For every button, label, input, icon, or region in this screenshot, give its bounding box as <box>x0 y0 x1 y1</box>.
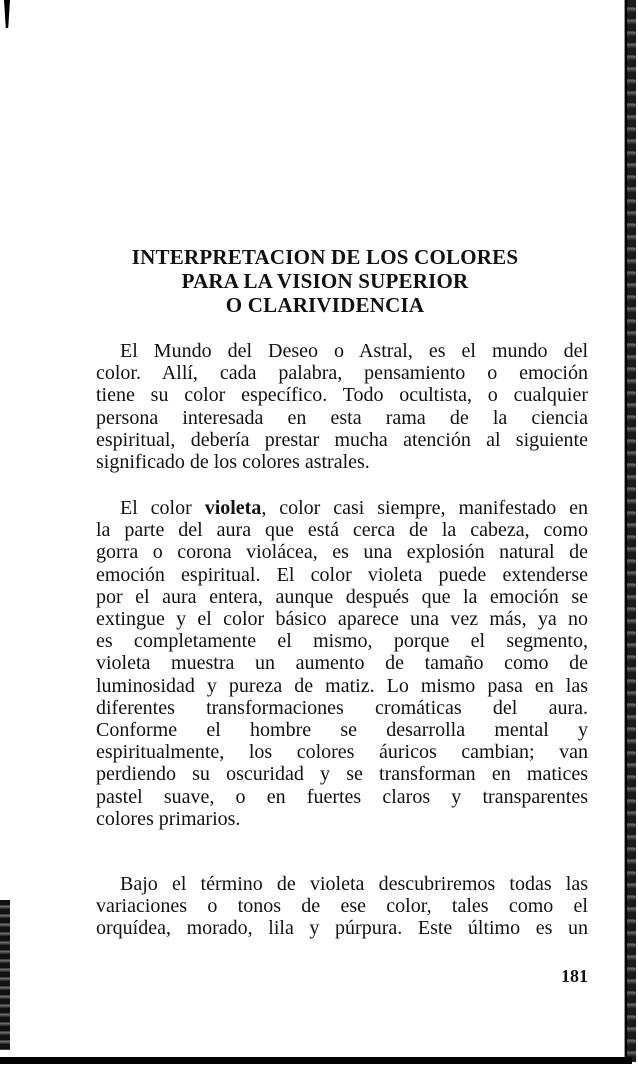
text-line: luminosidad y pureza de matiz. Lo mismo pasa en las <box>96 674 588 697</box>
text-line: pastel suave, o en fuertes claros y transparentes <box>96 785 588 808</box>
text-line: orquídea, morado, lila y púrpura. Este último es un <box>96 917 588 940</box>
page-number: 181 <box>561 966 588 986</box>
heading-line: PARA LA VISION SUPERIOR <box>181 269 469 293</box>
text-line: significado de los colores astrales. <box>96 451 370 474</box>
text-line: colores primarios. <box>96 807 241 830</box>
heading-line: INTERPRETACION DE LOS COLORES <box>131 245 519 269</box>
scan-edge-right <box>625 0 636 1062</box>
text-line: perdiendo su oscuridad y se transforman en matices <box>96 763 588 786</box>
text-line: tiene su color específico. Todo ocultista, o cualquier <box>96 384 588 407</box>
paragraph-1 <box>96 340 588 473</box>
text-line: El color violeta, color casi siempre, manifestado en <box>120 497 588 519</box>
text-line: emoción espiritual. El color violeta puede extenderse <box>96 563 588 586</box>
scan-edge-bottom <box>0 1057 632 1064</box>
text-line: El Mundo del Deseo o Astral, es el mundo del <box>120 340 588 362</box>
paragraph-2 <box>96 497 588 830</box>
text-line: la parte del aura que está cerca de la cabeza, como <box>96 519 588 542</box>
text-line: Bajo el término de violeta descubriremos todas las <box>120 873 588 895</box>
text-line: extingue y el color básico aparece una vez más, ya no <box>96 608 588 631</box>
paragraph-3 <box>96 873 588 940</box>
scan-artifact-top <box>4 0 10 28</box>
text-line: color. Allí, cada palabra, pensamiento o emoción <box>96 362 588 385</box>
text-line: variaciones o tonos de ese color, tales como el <box>96 895 588 918</box>
text-line: es completamente el mismo, porque el segmento, <box>96 630 588 653</box>
text-line: gorra o corona violácea, es una explosión natural de <box>96 541 588 564</box>
heading-line: O CLARIVIDENCIA <box>225 293 425 317</box>
text-line: violeta muestra un aumento de tamaño como de <box>96 652 588 675</box>
scan-edge-left <box>0 900 10 1050</box>
text-line: persona interesada en esta rama de la ciencia <box>96 406 588 429</box>
chapter-heading <box>100 245 550 317</box>
text-line: diferentes transformaciones cromáticas del aura. <box>96 696 588 719</box>
text-line: espiritualmente, los colores áuricos cambian; van <box>96 741 588 764</box>
text-line: por el aura entera, aunque después que la emoción se <box>96 585 588 608</box>
text-line: espiritual, debería prestar mucha atención al siguiente <box>96 428 588 451</box>
emphasized-word: violeta <box>204 497 262 519</box>
text-line: Conforme el hombre se desarrolla mental y <box>96 719 588 742</box>
